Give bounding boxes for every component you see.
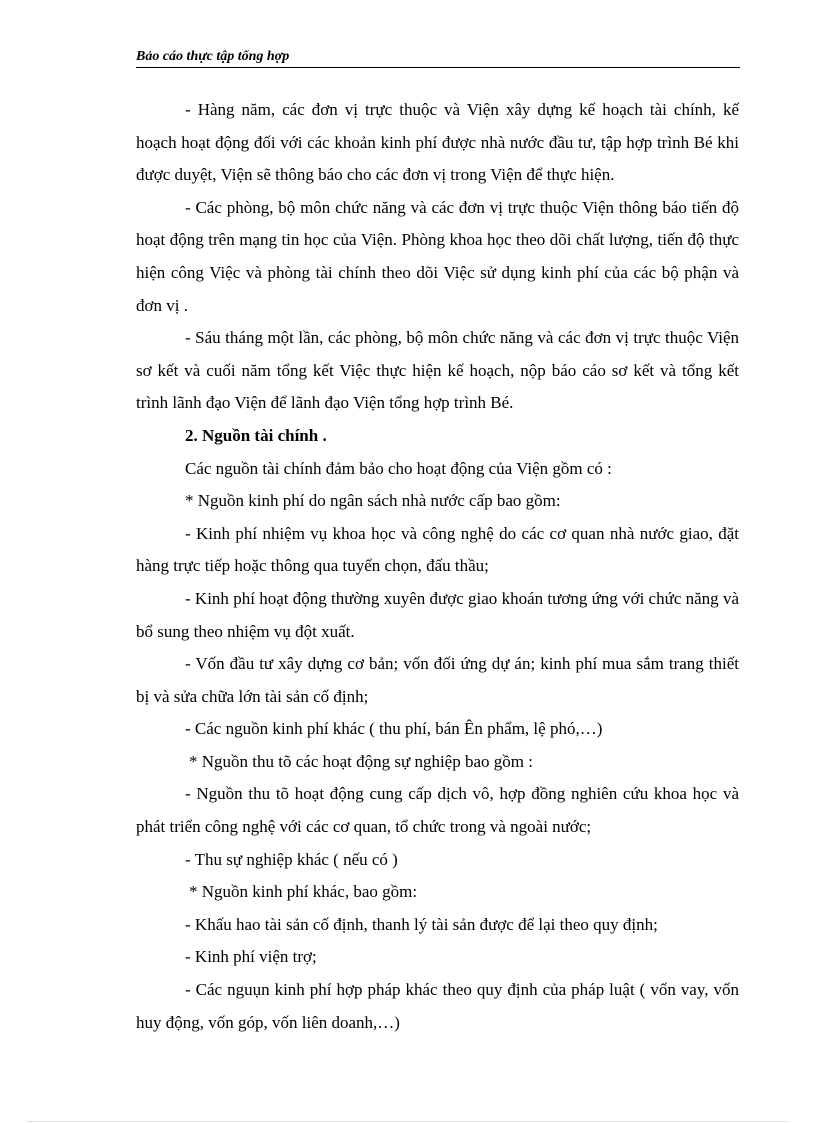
list-heading-state-budget: * Nguồn kinh phí do ngân sách nhà nước cấp bao gồm: (185, 491, 561, 511)
document-body (136, 94, 739, 1039)
page-bottom-divider (28, 1121, 788, 1122)
list-heading-other-sources: * Nguồn kinh phí khác, bao gồm: (189, 882, 418, 902)
list-item-other-revenue: - Thu sự nghiệp khác ( nếu có ) (185, 849, 398, 869)
list-item-science-tech-funds: - Kinh phí nhiệm vụ khoa học và công nghệ do các cơ quan nhà nước giao, đặt hàng trực tiếp hoặc thông qua tuyển chọn, đấu thầu; (136, 523, 739, 576)
list-item-service-contracts: - Nguồn thu tõ hoạt động cung cấp dịch vô, hợp đồng nghiên cứu khoa học và phát triển công nghệ với các cơ quan, tổ chức trong và ngoài nước; (136, 784, 739, 837)
header-title: Bảo cáo thực tập tổng hợp (136, 49, 290, 64)
list-item-legal-sources: - Các nguụn kinh phí hợp pháp khác theo quy định của pháp luật ( vốn vay, vốn huy động, vốn góp, vốn liên doanh,…) (136, 980, 739, 1032)
list-item-regular-operation-funds: - Kinh phí hoạt động thường xuyên được giao khoán tương ứng với chức năng và bổ sung theo nhiệm vụ đột xuất. (136, 588, 739, 641)
list-heading-service-revenue: * Nguồn thu tõ các hoạt động sự nghiệp bao gồm : (189, 751, 533, 771)
page-header (136, 48, 740, 68)
paragraph-semiannual-review: - Sáu tháng một lần, các phòng, bộ môn chức năng và các đơn vị trực thuộc Viện sơ kết và cuối năm tổng kết Việc thực hiện kế hoạch, nộp báo cáo sơ kết và tổng kết trình lãnh đạo Viện để lãnh đạo Viện tổng hợp trình Bé. (136, 328, 739, 413)
list-item-aid: - Kinh phí viện trợ; (185, 947, 317, 967)
section-heading-financial-sources: 2. Nguồn tài chính . (185, 425, 327, 445)
paragraph-sources-intro: Các nguồn tài chính đảm bảo cho hoạt động của Viện gồm có : (185, 458, 612, 478)
list-item-other-funds: - Các nguồn kinh phí khác ( thu phí, bán Ên phẩm, lệ phó,…) (185, 719, 603, 739)
list-item-capital-investment: - Vốn đầu tư xây dựng cơ bản; vốn đối ứng dự án; kinh phí mua sắm trang thiết bị và sửa chữa lớn tài sản cố định; (136, 654, 739, 706)
list-item-depreciation: - Khấu hao tài sản cố định, thanh lý tài sản được để lại theo quy định; (185, 914, 658, 934)
paragraph-progress-report: - Các phòng, bộ môn chức năng và các đơn vị trực thuộc Viện thông báo tiến độ hoạt động trên mạng tin học của Viện. Phòng khoa học theo dõi chất lượng, tiến độ thực hiện công Việc và phòng tài chính theo dõi Việc sử dụng kinh phí của các bộ phận và đơn vị . (136, 197, 739, 315)
paragraph-annual-plan: - Hàng năm, các đơn vị trực thuộc và Viện xây dựng kế hoạch tài chính, kế hoạch hoạt động đối với các khoản kinh phí được nhà nước đầu tư, tập hợp trình Bé khi được duyệt, Viện sẽ thông báo cho các đơn vị trong Viện để thực hiện. (136, 100, 739, 185)
